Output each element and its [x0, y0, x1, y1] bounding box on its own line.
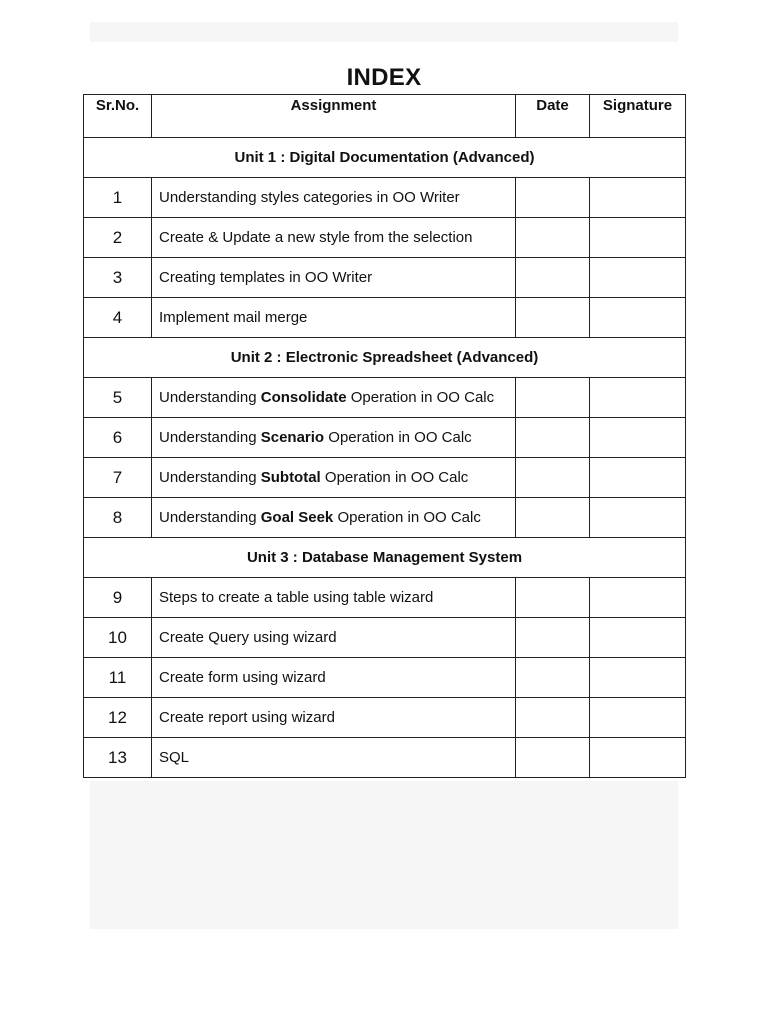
signature-cell [590, 698, 686, 738]
table-row [84, 658, 686, 698]
assignment-text: Create report using wizard [159, 709, 335, 726]
date-cell [516, 498, 590, 538]
assignment-cell [152, 658, 516, 698]
date-cell [516, 258, 590, 298]
table-row [84, 258, 686, 298]
assignment-bold-text: Subtotal [260, 469, 321, 486]
signature-cell [590, 418, 686, 458]
page-shade-bottom [90, 781, 678, 929]
signature-cell [590, 298, 686, 338]
unit-heading: Unit 1 : Digital Documentation (Advanced) [84, 138, 686, 178]
assignment-cell [152, 458, 516, 498]
assignment-cell [152, 258, 516, 298]
date-cell [516, 658, 590, 698]
assignment-cell [152, 698, 516, 738]
table-header-row [84, 95, 686, 138]
table-row [84, 178, 686, 218]
assignment-text-suffix: Operation in OO Calc [333, 509, 481, 526]
header-date: Date [516, 95, 590, 138]
table-row [84, 218, 686, 258]
assignment-cell [152, 618, 516, 658]
assignment-text: Understanding [159, 469, 261, 486]
date-cell [516, 378, 590, 418]
signature-cell [590, 618, 686, 658]
table-row [84, 378, 686, 418]
date-cell [516, 698, 590, 738]
serial-number-cell: 11 [84, 658, 152, 698]
assignment-text: Understanding [159, 389, 261, 406]
assignment-text: Create form using wizard [159, 669, 326, 686]
assignment-text-suffix: Operation in OO Calc [324, 429, 472, 446]
date-cell [516, 618, 590, 658]
date-cell [516, 298, 590, 338]
serial-number-cell: 4 [84, 298, 152, 338]
assignment-text-suffix: Operation in OO Calc [320, 469, 469, 486]
serial-number-cell: 8 [84, 498, 152, 538]
assignment-cell [152, 578, 516, 618]
assignment-text: SQL [159, 749, 190, 766]
assignment-text: Create Query using wizard [159, 629, 337, 646]
signature-cell [590, 258, 686, 298]
assignment-text-suffix: Operation in OO Calc [346, 389, 495, 406]
assignment-text: Steps to create a table using table wizard [159, 589, 434, 606]
unit-heading-row [84, 138, 686, 178]
date-cell [516, 458, 590, 498]
assignment-cell [152, 178, 516, 218]
date-cell [516, 578, 590, 618]
serial-number-cell: 5 [84, 378, 152, 418]
assignment-text: Understanding [159, 509, 261, 526]
assignment-text: Create & Update a new style from the selection [159, 229, 473, 246]
index-table-body [84, 95, 686, 778]
serial-number-cell: 10 [84, 618, 152, 658]
assignment-cell [152, 378, 516, 418]
header-srno: Sr.No. [84, 95, 152, 138]
table-row [84, 458, 686, 498]
signature-cell [590, 458, 686, 498]
date-cell [516, 218, 590, 258]
signature-cell [590, 178, 686, 218]
assignment-bold-text: Scenario [260, 429, 325, 446]
signature-cell [590, 578, 686, 618]
serial-number-cell: 2 [84, 218, 152, 258]
index-table [83, 94, 686, 778]
table-row [84, 418, 686, 458]
table-row [84, 738, 686, 778]
serial-number-cell: 1 [84, 178, 152, 218]
assignment-text: Implement mail merge [159, 309, 308, 326]
signature-cell [590, 498, 686, 538]
assignment-cell [152, 418, 516, 458]
table-row [84, 618, 686, 658]
page-title: INDEX [346, 64, 422, 91]
date-cell [516, 418, 590, 458]
unit-heading-row [84, 338, 686, 378]
assignment-cell [152, 298, 516, 338]
signature-cell [590, 378, 686, 418]
date-cell [516, 738, 590, 778]
unit-heading: Unit 3 : Database Management System [84, 538, 686, 578]
assignment-bold-text: Goal Seek [260, 509, 334, 526]
assignment-cell [152, 498, 516, 538]
assignment-text: Understanding [159, 429, 261, 446]
header-assignment: Assignment [152, 95, 516, 138]
assignment-text: Understanding styles categories in OO Writer [159, 189, 460, 206]
signature-cell [590, 738, 686, 778]
unit-heading: Unit 2 : Electronic Spreadsheet (Advanced) [84, 338, 686, 378]
unit-heading-row [84, 538, 686, 578]
header-signature: Signature [590, 95, 686, 138]
table-row [84, 498, 686, 538]
table-row [84, 698, 686, 738]
assignment-text: Creating templates in OO Writer [159, 269, 373, 286]
serial-number-cell: 12 [84, 698, 152, 738]
page-shade-top [90, 22, 678, 42]
table-row [84, 298, 686, 338]
serial-number-cell: 13 [84, 738, 152, 778]
assignment-cell [152, 218, 516, 258]
signature-cell [590, 218, 686, 258]
serial-number-cell: 9 [84, 578, 152, 618]
assignment-bold-text: Consolidate [260, 389, 347, 406]
serial-number-cell: 3 [84, 258, 152, 298]
signature-cell [590, 658, 686, 698]
assignment-cell [152, 738, 516, 778]
date-cell [516, 178, 590, 218]
serial-number-cell: 6 [84, 418, 152, 458]
table-row [84, 578, 686, 618]
serial-number-cell: 7 [84, 458, 152, 498]
